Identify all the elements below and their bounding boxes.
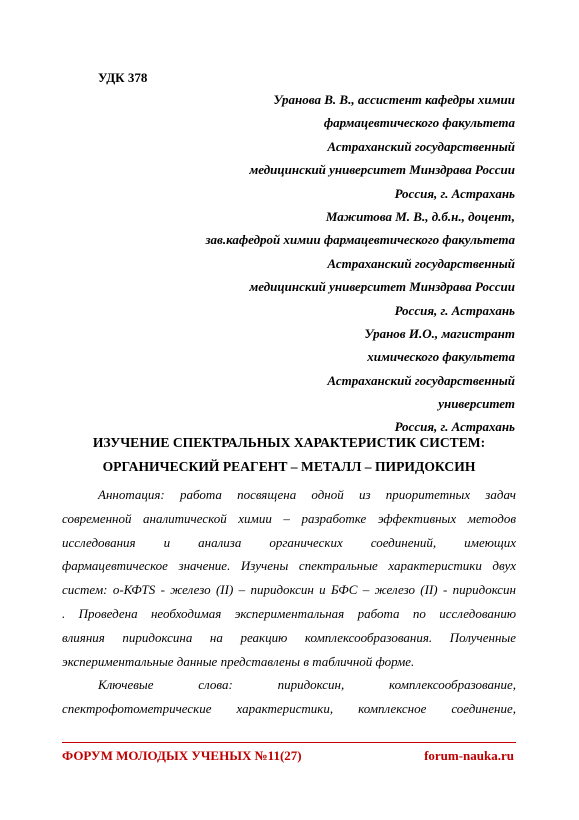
footer-journal-title: ФОРУМ МОЛОДЫХ УЧЕНЫХ №11(27) xyxy=(62,748,302,763)
title-line: ИЗУЧЕНИЕ СПЕКТРАЛЬНЫХ ХАРАКТЕРИСТИК СИСТЕМ: xyxy=(92,435,486,450)
author-line: Мажитова М. В., д.б.н., доцент, xyxy=(325,208,515,224)
udk-code: УДК 378 xyxy=(98,70,148,85)
article-title xyxy=(62,431,516,479)
author-line: Астраханский государственный xyxy=(327,255,515,271)
abstract-line: . Проведена необходимая экспериментальная работа по исследованию xyxy=(62,605,516,621)
author-line: Уранова В. В., ассистент кафедры химии xyxy=(273,92,515,107)
author-line: Россия, г. Астрахань xyxy=(394,419,515,435)
author-line: химического факультета xyxy=(367,349,515,365)
keywords-line: спектрофотометрические характеристики, комплексное соединение, xyxy=(62,701,516,717)
author-line: Астраханский государственный xyxy=(327,138,515,154)
abstract-line: исследования и анализа органических соединений, имеющих xyxy=(62,534,516,550)
author-line: зав.кафедрой химии фармацевтического факультета xyxy=(205,232,515,248)
author-line: Россия, г. Астрахань xyxy=(394,302,515,318)
footer-site-url[interactable]: forum-nauka.ru xyxy=(424,748,514,763)
title-line: ОРГАНИЧЕСКИЙ РЕАГЕНТ – МЕТАЛЛ – ПИРИДОКСИН xyxy=(102,459,476,474)
abstract-line: систем: о-КФТS - железо (II) – пиридоксин и БФС – железо (II) - пиридоксин xyxy=(62,582,516,598)
author-line: Россия, г. Астрахань xyxy=(394,185,515,201)
author-line: Уранов И.О., магистрант xyxy=(364,325,515,341)
author-line: университет xyxy=(438,396,515,412)
author-line: медицинский университет Минздрава России xyxy=(249,162,515,178)
author-block xyxy=(55,88,515,439)
author-line: медицинский университет Минздрава России xyxy=(249,279,515,295)
abstract-line: экспериментальные данные представлены в табличной форме. xyxy=(62,653,415,669)
abstract-line: Аннотация: работа посвящена одной из приоритетных задач xyxy=(98,487,516,502)
keywords-line: Ключевые слова: пиридоксин, комплексообразование, xyxy=(98,677,516,693)
abstract-line: современной аналитической химии – разработке эффективных методов xyxy=(62,510,516,526)
author-line: фармацевтического факультета xyxy=(323,115,515,131)
abstract xyxy=(62,483,516,721)
abstract-line: влияния пиридоксина на реакцию комплексообразования. Полученные xyxy=(62,629,516,645)
abstract-line: фармацевтическое значение. Изучены спектральные характеристики двух xyxy=(62,558,516,574)
footer-divider xyxy=(62,742,516,743)
author-line: Астраханский государственный xyxy=(327,372,515,388)
